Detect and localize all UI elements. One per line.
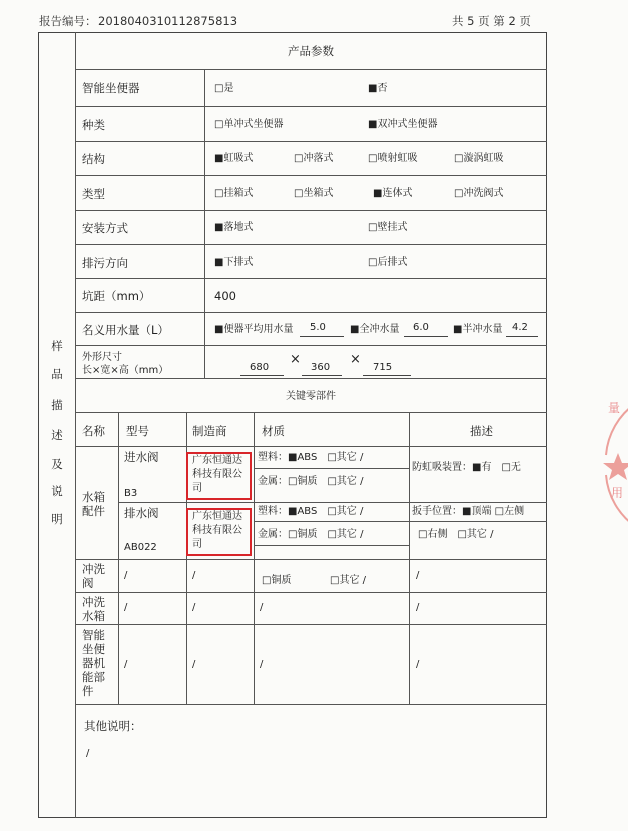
parts-divider-1 bbox=[118, 412, 119, 704]
type-hanging: □挂箱式 bbox=[214, 188, 254, 199]
water-avg-label: ■便器平均用水量 bbox=[214, 324, 294, 335]
side-char-1: 样 bbox=[51, 339, 63, 353]
underline bbox=[302, 375, 342, 376]
row-line bbox=[75, 446, 547, 447]
smart-parts-name-4: 能部 bbox=[82, 670, 105, 684]
structure-jet: □喷射虹吸 bbox=[368, 153, 418, 164]
params-title: 产品参数 bbox=[288, 44, 334, 58]
dims-x-1: × bbox=[290, 352, 301, 367]
parts-divider-3 bbox=[254, 412, 255, 704]
row-line bbox=[75, 69, 547, 70]
inlet-maker-1: 广东恒通达 bbox=[192, 455, 242, 466]
row-line bbox=[75, 345, 547, 346]
smart-no: ■否 bbox=[368, 83, 388, 94]
outlet-maker-3: 司 bbox=[192, 539, 202, 550]
col-desc: 描述 bbox=[470, 424, 493, 438]
row-line bbox=[75, 378, 547, 379]
drain-rear: □后排式 bbox=[368, 257, 408, 268]
underline bbox=[363, 375, 411, 376]
outlet-label: 排水阀 bbox=[124, 506, 159, 520]
flush-tank-model: / bbox=[124, 602, 128, 613]
flush-tank-maker: / bbox=[192, 602, 196, 613]
outlet-model: AB022 bbox=[124, 542, 157, 553]
smart-parts-name-5: 件 bbox=[82, 684, 94, 698]
kind-label: 种类 bbox=[82, 118, 105, 132]
row-line bbox=[75, 175, 547, 176]
flush-tank-desc: / bbox=[416, 602, 420, 613]
stamp-char-2: 用 bbox=[611, 486, 624, 500]
row-line bbox=[75, 278, 547, 279]
page-info: 共 5 页 第 2 页 bbox=[452, 14, 531, 28]
dims-label-2: 长×宽×高（mm） bbox=[82, 365, 169, 376]
type-label: 类型 bbox=[82, 187, 105, 201]
dims-height: 715 bbox=[373, 362, 393, 373]
smart-parts-name-3: 器机 bbox=[82, 656, 105, 670]
install-label: 安装方式 bbox=[82, 221, 128, 235]
install-wall: □壁挂式 bbox=[368, 222, 408, 233]
water-avg: 5.0 bbox=[310, 322, 326, 333]
inlet-desc: 防虹吸装置：■有 □无 bbox=[412, 462, 521, 473]
outlet-maker-1: 广东恒通达 bbox=[192, 511, 242, 522]
flush-valve-mat-1: □铜质 bbox=[262, 575, 292, 586]
flush-valve-mat-2: □其它 / bbox=[330, 575, 366, 586]
flush-valve-desc: / bbox=[416, 570, 420, 581]
row-line bbox=[75, 312, 547, 313]
outlet-maker-highlight bbox=[186, 508, 252, 556]
type-flushvalve: □冲洗阀式 bbox=[454, 188, 504, 199]
drain-floor: ■下排式 bbox=[214, 257, 254, 268]
install-floor: ■落地式 bbox=[214, 222, 254, 233]
row-line bbox=[75, 106, 547, 107]
flush-tank-name-2: 水箱 bbox=[82, 609, 105, 623]
smart-parts-name-2: 坐便 bbox=[82, 642, 105, 656]
flush-valve-model: / bbox=[124, 570, 128, 581]
underline bbox=[240, 375, 284, 376]
row-line bbox=[75, 210, 547, 211]
row-line bbox=[254, 468, 409, 469]
row-line bbox=[75, 624, 547, 625]
row-line bbox=[75, 244, 547, 245]
kind-dual: ■双冲式坐便器 bbox=[368, 119, 438, 130]
pitch-value: 400 bbox=[214, 289, 236, 303]
tank-name-2: 配件 bbox=[82, 504, 105, 518]
flush-tank-name-1: 冲洗 bbox=[82, 595, 105, 609]
inlet-label: 进水阀 bbox=[124, 450, 159, 464]
structure-washdown: □冲落式 bbox=[294, 153, 334, 164]
side-char-7: 明 bbox=[51, 512, 63, 526]
row-line bbox=[254, 545, 409, 546]
col-maker: 制造商 bbox=[192, 424, 227, 438]
label-column-divider bbox=[204, 69, 205, 378]
side-char-4: 述 bbox=[51, 428, 63, 442]
water-half-label: ■半冲水量 bbox=[453, 324, 503, 335]
side-char-3: 描 bbox=[51, 398, 63, 412]
flush-valve-name-1: 冲洗 bbox=[82, 562, 105, 576]
side-column-divider bbox=[75, 32, 76, 818]
dims-width: 360 bbox=[311, 362, 331, 373]
dims-label-1: 外形尺寸 bbox=[82, 352, 122, 363]
flush-valve-name-2: 阀 bbox=[82, 576, 94, 590]
outlet-desc-1: 扳手位置：■顶端 □左侧 bbox=[412, 506, 525, 517]
parts-divider-4 bbox=[409, 412, 410, 704]
type-onepiece: ■连体式 bbox=[373, 188, 413, 199]
side-char-2: 品 bbox=[51, 367, 63, 381]
underline bbox=[300, 336, 344, 337]
inlet-maker-highlight bbox=[186, 452, 252, 500]
smart-parts-model: / bbox=[124, 659, 128, 670]
drain-label: 排污方向 bbox=[82, 256, 128, 270]
outlet-maker-2: 科技有限公 bbox=[192, 525, 242, 536]
row-line bbox=[75, 412, 547, 413]
outlet-metal: 金属：□铜质 □其它 / bbox=[258, 529, 364, 540]
inlet-plastic: 塑料：■ABS □其它 / bbox=[258, 452, 364, 463]
stamp-char-1: 量 bbox=[608, 401, 621, 415]
parts-title: 关键零部件 bbox=[286, 391, 336, 402]
smart-parts-name-1: 智能 bbox=[82, 628, 105, 642]
flush-valve-maker: / bbox=[192, 570, 196, 581]
row-line bbox=[75, 704, 547, 705]
report-number: 2018040310112875813 bbox=[98, 14, 238, 28]
structure-siphon: ■虹吸式 bbox=[214, 153, 254, 164]
other-value: / bbox=[86, 748, 90, 759]
kind-single: □单冲式坐便器 bbox=[214, 119, 284, 130]
smart-parts-mat: / bbox=[260, 659, 264, 670]
inlet-model: B3 bbox=[124, 488, 138, 499]
row-line bbox=[75, 592, 547, 593]
col-material: 材质 bbox=[262, 424, 285, 438]
row-line bbox=[75, 559, 547, 560]
dims-x-2: × bbox=[350, 352, 361, 367]
row-line bbox=[118, 502, 547, 503]
smart-yes: □是 bbox=[214, 83, 234, 94]
side-char-6: 说 bbox=[51, 484, 63, 498]
smart-parts-desc: / bbox=[416, 659, 420, 670]
structure-vortex: □漩涡虹吸 bbox=[454, 153, 504, 164]
outlet-desc-2: □右侧 □其它 / bbox=[418, 529, 494, 540]
water-half: 4.2 bbox=[512, 322, 528, 333]
row-line bbox=[254, 521, 547, 522]
col-model: 型号 bbox=[126, 424, 149, 438]
outlet-plastic: 塑料：■ABS □其它 / bbox=[258, 506, 364, 517]
smart-parts-maker: / bbox=[192, 659, 196, 670]
report-number-label: 报告编号： bbox=[39, 14, 97, 28]
dims-length: 680 bbox=[250, 362, 270, 373]
water-full-label: ■全冲水量 bbox=[350, 324, 400, 335]
tank-name-1: 水箱 bbox=[82, 490, 105, 504]
other-label: 其他说明： bbox=[84, 719, 142, 733]
inlet-maker-3: 司 bbox=[192, 483, 202, 494]
smart-label: 智能坐便器 bbox=[82, 81, 140, 95]
water-full: 6.0 bbox=[413, 322, 429, 333]
stamp-mark bbox=[596, 395, 628, 535]
inlet-maker-2: 科技有限公 bbox=[192, 469, 242, 480]
side-char-5: 及 bbox=[51, 457, 63, 471]
flush-tank-mat: / bbox=[260, 602, 264, 613]
pitch-label: 坑距（mm） bbox=[82, 289, 151, 303]
underline bbox=[404, 336, 448, 337]
underline bbox=[506, 336, 538, 337]
type-closecoupled: □坐箱式 bbox=[294, 188, 334, 199]
water-label: 名义用水量（L） bbox=[82, 323, 169, 337]
structure-label: 结构 bbox=[82, 152, 105, 166]
inlet-metal: 金属：□铜质 □其它 / bbox=[258, 476, 364, 487]
col-name: 名称 bbox=[82, 424, 105, 438]
row-line bbox=[75, 141, 547, 142]
